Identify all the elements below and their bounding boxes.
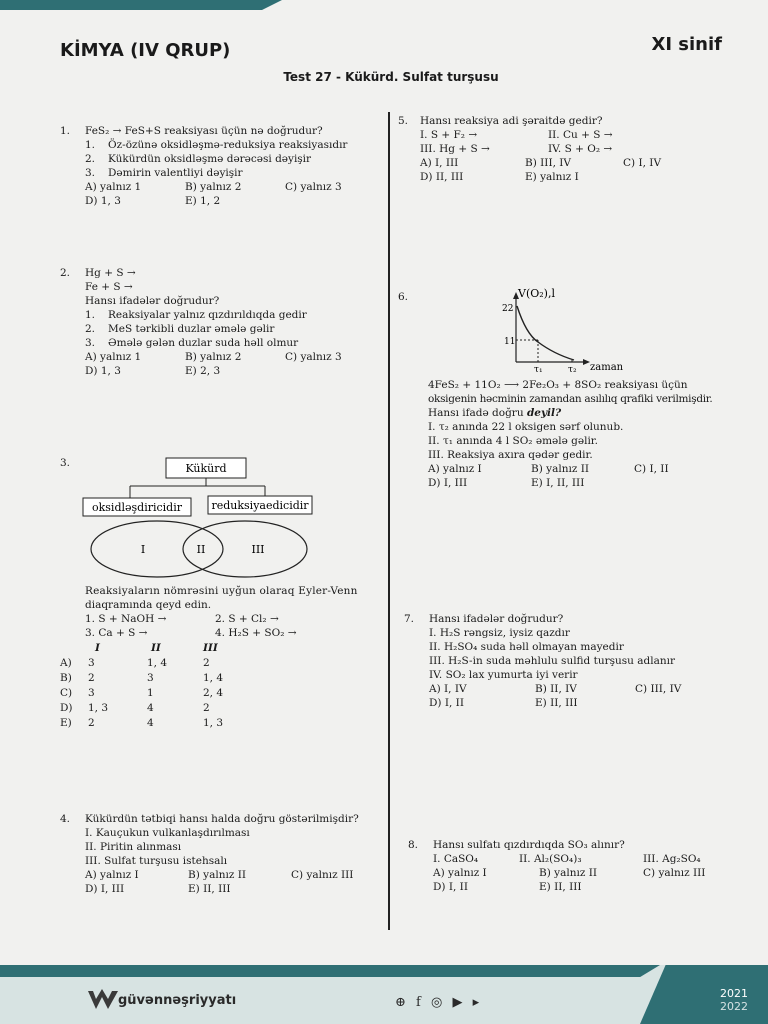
option-e[interactable]: E) I, II, III bbox=[531, 477, 585, 489]
box-reducer: reduksiyaedicidir bbox=[211, 499, 309, 512]
edition-years: 2021 2022 bbox=[720, 987, 748, 1013]
reaction: II. Cu + S → bbox=[548, 129, 613, 141]
list-item: II. Piritin alınması bbox=[85, 841, 182, 853]
question-7 bbox=[404, 612, 744, 722]
list-item: III. Sulfat turşusu istehsalı bbox=[85, 855, 228, 867]
option-d[interactable]: D) I, III bbox=[85, 883, 125, 895]
publisher-logo-icon bbox=[86, 989, 120, 1011]
answer-table bbox=[60, 640, 223, 730]
option-b[interactable]: B) yalnız 2 bbox=[185, 181, 242, 193]
reaction: 3. Ca + S → bbox=[85, 627, 148, 639]
list-item: I. Kauçukun vulkanlaşdırılması bbox=[85, 827, 250, 839]
list-item: IV. SO₂ lax yumurta iyi verir bbox=[429, 669, 578, 681]
reaction: I. S + F₂ → bbox=[420, 129, 478, 141]
question-6 bbox=[398, 286, 738, 496]
column-divider bbox=[388, 112, 390, 930]
question-3 bbox=[60, 456, 388, 746]
option-b[interactable]: B) yalnız II bbox=[188, 869, 246, 881]
table-row[interactable]: E) 2 4 1, 3 bbox=[60, 716, 224, 729]
option-a[interactable]: A) I, IV bbox=[429, 683, 467, 695]
option-c[interactable]: C) yalnız 3 bbox=[285, 351, 342, 363]
salt: II. Al₂(SO₄)₃ bbox=[519, 853, 582, 865]
salt: I. CaSO₄ bbox=[433, 853, 479, 865]
footer bbox=[0, 965, 768, 1024]
list-item: I. τ₂ anında 22 l oksigen sərf olunub. bbox=[428, 421, 624, 433]
option-d[interactable]: D) I, III bbox=[428, 477, 468, 489]
box-sulfur: Kükürd bbox=[185, 462, 227, 475]
option-b[interactable]: B) II, IV bbox=[535, 683, 577, 695]
option-e[interactable]: E) II, III bbox=[539, 881, 582, 893]
question-stem-2: diaqramında qeyd edin. bbox=[85, 599, 212, 611]
table-row[interactable]: C) 3 1 2, 4 bbox=[60, 686, 224, 699]
test-title: Test 27 - Kükürd. Sulfat turşusu bbox=[283, 70, 499, 84]
option-e[interactable]: E) II, III bbox=[188, 883, 231, 895]
option-d[interactable]: D) I, II bbox=[433, 881, 468, 893]
list-item: 1. Reaksiyalar yalnız qızdırıldıqda gedir bbox=[85, 309, 307, 321]
question-stem: Kükürdün tətbiqi hansı halda doğru göstərilmişdir? bbox=[85, 813, 359, 825]
option-b[interactable]: B) yalnız II bbox=[539, 867, 597, 879]
option-b[interactable]: B) yalnız II bbox=[531, 463, 589, 475]
col-head: I bbox=[95, 641, 100, 654]
grade-label: XI sinif bbox=[651, 34, 722, 55]
option-a[interactable]: A) yalnız 1 bbox=[85, 351, 142, 363]
option-c[interactable]: C) yalnız III bbox=[643, 867, 706, 879]
list-item: I. H₂S rəngsiz, iysiz qazdır bbox=[429, 627, 570, 639]
option-a[interactable]: A) I, III bbox=[420, 157, 459, 169]
question-number: 4. bbox=[60, 813, 71, 825]
question-number: 2. bbox=[60, 267, 71, 279]
region-1: I bbox=[140, 543, 146, 556]
table-row[interactable]: D) 1, 3 4 2 bbox=[60, 701, 210, 714]
x-axis-label: zaman bbox=[590, 362, 624, 373]
reaction-equation: 4FeS₂ + 11O₂ ⟶ 2Fe₂O₃ + 8SO₂ reaksiyası üçün bbox=[428, 379, 688, 391]
option-d[interactable]: D) 1, 3 bbox=[85, 365, 121, 377]
reaction: Fe + S → bbox=[85, 281, 133, 293]
reaction: III. Hg + S → bbox=[420, 143, 490, 155]
footer-band bbox=[0, 965, 660, 977]
option-e[interactable]: E) yalnız I bbox=[525, 171, 579, 183]
option-c[interactable]: C) III, IV bbox=[635, 683, 682, 695]
subject-title: KİMYA (IV QRUP) bbox=[60, 40, 231, 61]
box-oxidizer: oksidləşdiricidir bbox=[92, 501, 182, 514]
option-b[interactable]: B) yalnız 2 bbox=[185, 351, 242, 363]
option-d[interactable]: D) II, III bbox=[420, 171, 464, 183]
question-number: 8. bbox=[408, 839, 419, 851]
option-a[interactable]: A) yalnız I bbox=[428, 463, 482, 475]
salt: III. Ag₂SO₄ bbox=[643, 853, 701, 865]
x-tick: τ₂ bbox=[568, 365, 577, 375]
question-2 bbox=[60, 266, 380, 386]
question-1 bbox=[60, 124, 380, 214]
question-stem: Hansı ifadələr doğrudur? bbox=[429, 613, 564, 625]
y-tick: 11 bbox=[504, 337, 516, 347]
option-b[interactable]: B) III, IV bbox=[525, 157, 571, 169]
y-tick: 22 bbox=[502, 304, 514, 314]
option-a[interactable]: A) yalnız I bbox=[433, 867, 487, 879]
option-c[interactable]: C) yalnız 3 bbox=[285, 181, 342, 193]
question-4 bbox=[60, 812, 388, 907]
question-number: 3. bbox=[60, 457, 71, 469]
question-stem: FeS₂ → FeS+S reaksiyası üçün nə doğrudur? bbox=[85, 125, 323, 137]
publisher-name: güvənnəşriyyatı bbox=[118, 993, 237, 1008]
table-row[interactable]: B) 2 3 1, 4 bbox=[60, 671, 224, 684]
reaction: Hg + S → bbox=[85, 267, 136, 279]
question-stem: oksigenin həcminin zamandan asılılıq qrafiki verilmişdir. bbox=[428, 393, 713, 405]
option-d[interactable]: D) I, II bbox=[429, 697, 464, 709]
option-c[interactable]: C) yalnız III bbox=[291, 869, 354, 881]
question-ask: Hansı ifadə doğru deyil? bbox=[428, 407, 562, 419]
list-item: 3. Əmələ gələn duzlar suda həll olmur bbox=[85, 337, 299, 349]
list-item: II. τ₁ anında 4 l SO₂ əmələ gəlir. bbox=[428, 435, 598, 447]
question-stem: Reaksiyaların nömrəsini uyğun olaraq Eyler-Venn bbox=[85, 585, 358, 597]
question-number: 1. bbox=[60, 125, 71, 137]
option-c[interactable]: C) I, II bbox=[634, 463, 669, 475]
list-item: III. H₂S-in suda məhlulu sulfid turşusu adlanır bbox=[429, 655, 676, 667]
y-axis-label: V(O₂),l bbox=[518, 287, 555, 300]
option-e[interactable]: E) 2, 3 bbox=[185, 365, 221, 377]
col-head: III bbox=[203, 641, 218, 654]
reaction: 1. S + NaOH → bbox=[85, 613, 167, 625]
option-a[interactable]: A) yalnız I bbox=[85, 869, 139, 881]
list-item: 2. Kükürdün oksidləşmə dərəcəsi dəyişir bbox=[85, 153, 312, 165]
question-stem: Hansı reaksiya adi şəraitdə gedir? bbox=[420, 115, 603, 127]
col-head: II bbox=[151, 641, 161, 654]
list-item: 2. MeS tərkibli duzlar əmələ gəlir bbox=[85, 323, 275, 335]
question-5 bbox=[398, 114, 728, 194]
table-row[interactable]: A) 3 1, 4 2 bbox=[60, 656, 210, 669]
euler-venn-diagram bbox=[60, 456, 388, 580]
option-c[interactable]: C) I, IV bbox=[623, 157, 662, 169]
social-icons[interactable]: ⊕ f ◎ ▶ ▸ bbox=[395, 995, 483, 1010]
top-accent-bar-tip bbox=[262, 0, 282, 10]
x-tick: τ₁ bbox=[534, 365, 543, 375]
option-e[interactable]: E) II, III bbox=[535, 697, 578, 709]
volume-time-graph bbox=[498, 286, 698, 378]
list-item: III. Reaksiya axıra qədər gedir. bbox=[428, 449, 593, 461]
list-item: 3. Dəmirin valentliyi dəyişir bbox=[85, 167, 243, 179]
question-stem: Hansı ifadələr doğrudur? bbox=[85, 295, 220, 307]
region-2: II bbox=[196, 543, 206, 556]
list-item: II. H₂SO₄ suda həll olmayan mayedir bbox=[429, 641, 624, 653]
question-stem: Hansı sulfatı qızdırdıqda SO₃ alınır? bbox=[433, 839, 625, 851]
reaction: 4. H₂S + SO₂ → bbox=[215, 627, 297, 639]
question-number: 5. bbox=[398, 115, 409, 127]
option-d[interactable]: D) 1, 3 bbox=[85, 195, 121, 207]
list-item: 1. Öz-özünə oksidləşmə-reduksiya reaksiyasıdır bbox=[85, 139, 348, 151]
top-accent-bar bbox=[0, 0, 262, 10]
question-number: 6. bbox=[398, 291, 409, 303]
reaction: IV. S + O₂ → bbox=[548, 143, 613, 155]
question-number: 7. bbox=[404, 613, 415, 625]
option-a[interactable]: A) yalnız 1 bbox=[85, 181, 142, 193]
reaction: 2. S + Cl₂ → bbox=[215, 613, 279, 625]
region-3: III bbox=[251, 543, 265, 556]
question-8 bbox=[408, 838, 748, 908]
option-e[interactable]: E) 1, 2 bbox=[185, 195, 221, 207]
